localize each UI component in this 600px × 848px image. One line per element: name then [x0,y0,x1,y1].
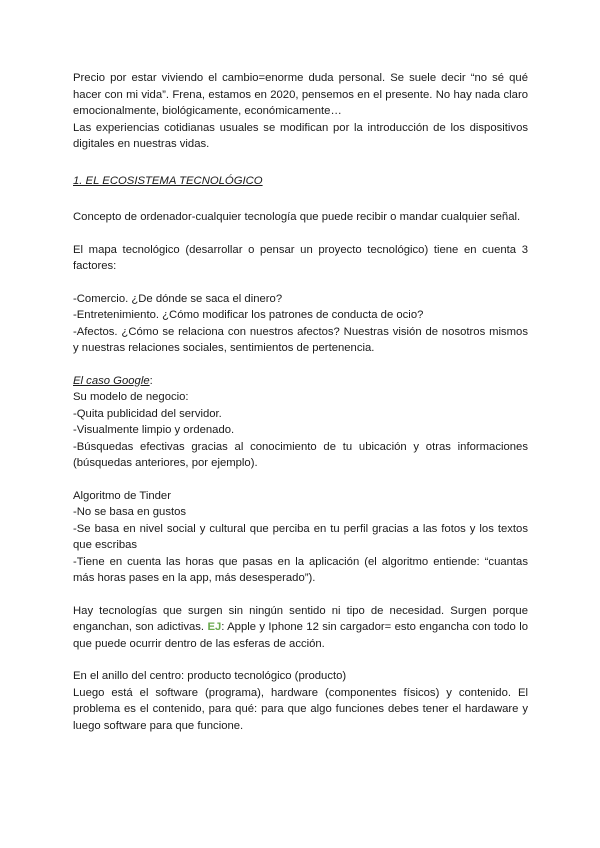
computer-concept-paragraph: Concepto de ordenador-cualquier tecnología que puede recibir o mandar cualquier señal. [73,211,521,223]
tinder-line: -Tiene en cuenta las horas que pasas en la aplicación (el algoritmo entiende: “cuantas más horas pases en la app, más desesperado”). [73,555,528,584]
google-line: -Quita publicidad del servidor. [73,407,222,420]
factor-affections: -Afectos. ¿Cómo se relaciona con nuestros afectos? Nuestras visión de nosotros mismos y nuestras relaciones sociales, sentimientos de pertenencia. [73,325,528,354]
tech-map-intro: El mapa tecnológico (desarrollar o pensar un proyecto tecnológico) tiene en cuenta 3 factores: [73,243,528,272]
google-case-title-colon: : [149,374,153,387]
intro-paragraph-2: Las experiencias cotidianas usuales se modifican por la introducción de los dispositivos digitales en nuestras vidas. [73,121,528,150]
factor-entertainment: -Entretenimiento. ¿Cómo modificar los patrones de conducta de ocio? [73,309,424,321]
document-body [73,70,528,734]
example-label: EJ [207,621,222,633]
google-case-title-text: El caso Google [73,374,150,387]
ring-center-line: En el anillo del centro: producto tecnológico (producto) [73,670,347,682]
section-heading: 1. EL ECOSISTEMA TECNOLÓGICO [73,174,263,187]
tinder-line: Algoritmo de Tinder [73,489,171,502]
intro-paragraph-1: Precio por estar viviendo el cambio=enorme duda personal. Se suele decir “no sé qué hacer con mi vida”. Frena, estamos en 2020, pensemos en el presente. No hay nada claro emocionalmente, biológicamente, económicamente… [73,72,528,117]
addictive-tech-paragraph [73,603,528,653]
google-line: -Búsquedas efectivas gracias al conocimiento de tu ubicación y otras informaciones (búsquedas anteriores, por ejemplo). [73,440,528,469]
ring-layers-paragraph: Luego está el software (programa), hardware (componentes físicos) y contenido. El problema es el contenido, para qué: para que algo funciones debes tener el hardaware y luego software para que funcione. [73,686,528,732]
tinder-line: -No se basa en gustos [73,506,187,518]
google-line: Su modelo de negocio: [73,391,189,403]
addictive-text-before: Hay tecnologías que surgen sin ningún sentido ni tipo de necesidad. Surgen porque enganchan, son adictivas. [73,604,528,633]
google-line: -Visualmente limpio y ordenado. [73,424,235,436]
factor-commerce: -Comercio. ¿De dónde se saca el dinero? [73,292,283,305]
tinder-line: -Se basa en nivel social y cultural que perciba en tu perfil gracias a las fotos y los textos que escribas [73,522,528,551]
google-case-title [73,373,528,390]
addictive-text-after: : Apple y Iphone 12 sin cargador= esto engancha con todo lo que puede ocurrir dentro de las esferas de acción. [73,621,528,650]
